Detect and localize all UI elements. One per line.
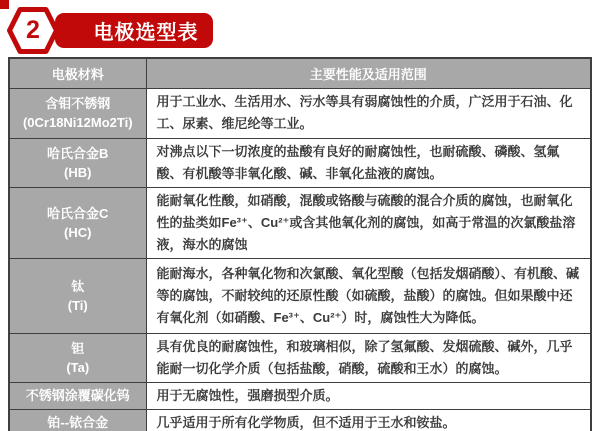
description-cell: 能耐氧化性酸，如硝酸，混酸或铬酸与硫酸的混合介质的腐蚀，也耐氧化性的盐类如Fe³⁺、Cu²⁺或含其他氧化剂的腐蚀，如高于常温的次氯酸盐溶液，海水的腐蚀 [146, 187, 591, 258]
title-banner [55, 13, 213, 48]
material-cell [9, 88, 146, 138]
description-cell: 具有优良的耐腐蚀性，和玻璃相似，除了氢氟酸、发烟硫酸、碱外，几乎能耐一切化学介质（包括盐酸，硝酸，硫酸和王水）的腐蚀。 [146, 333, 591, 382]
description-cell: 用于工业水、生活用水、污水等具有弱腐蚀性的介质，广泛用于石油、化工、尿素、维尼纶等工业。 [146, 88, 591, 138]
material-grade: (HB) [64, 164, 92, 180]
material-name: 含钼不锈钢 [45, 96, 111, 111]
header [0, 0, 600, 57]
description-cell: 用于无腐蚀性，强磨损型介质。 [146, 382, 591, 409]
material-name: 哈氏合金C [47, 205, 109, 221]
description-cell: 能耐海水，各种氧化物和次氯酸、氧化型酸（包括发烟硝酸）、有机酸、碱等的腐蚀，不耐较纯的还原性酸（如硫酸，盐酸）的腐蚀。但如果酸中还有氧化剂（如硝酸、Fe³⁺、Cu²⁺）时，腐蚀性大为降低。 [146, 258, 591, 333]
material-grade: (HC) [64, 224, 92, 240]
material-grade: (Ta) [66, 359, 90, 375]
material-name: 不锈钢涂覆碳化钨 [25, 388, 130, 403]
table-row [9, 333, 591, 382]
electrode-table [8, 57, 592, 431]
badge-number: 2 [26, 16, 40, 44]
col-header-performance: 主要性能及适用范围 [146, 58, 591, 88]
material-name: 钛 [71, 278, 85, 294]
table-header-row [9, 58, 591, 88]
step-badge [7, 7, 59, 54]
material-name: 哈氏合金B [47, 145, 109, 161]
material-name: 铂--铱合金 [47, 415, 109, 430]
material-grade: (0Cr18Ni12Mo2Ti) [22, 115, 133, 130]
material-cell [9, 382, 146, 409]
material-grade: (Ti) [67, 297, 88, 313]
description-cell: 几乎适用于所有化学物质，但不适用于王水和铵盐。 [146, 409, 591, 431]
material-cell [9, 409, 146, 431]
table-row [9, 382, 591, 409]
material-cell [9, 187, 146, 258]
material-cell [9, 258, 146, 333]
table-row [9, 409, 591, 431]
table-row [9, 88, 591, 138]
description-cell: 对沸点以下一切浓度的盐酸有良好的耐腐蚀性，也耐硫酸、磷酸、氢氟酸、有机酸等非氧化酸、碱、非氧化盐液的腐蚀。 [146, 138, 591, 187]
material-name: 钽 [71, 340, 85, 356]
material-cell [9, 333, 146, 382]
table-row [9, 138, 591, 187]
table-row [9, 258, 591, 333]
col-header-material: 电极材料 [9, 58, 146, 88]
page-title: 电极选型表 [93, 22, 199, 44]
table-row [9, 187, 591, 258]
material-cell [9, 138, 146, 187]
